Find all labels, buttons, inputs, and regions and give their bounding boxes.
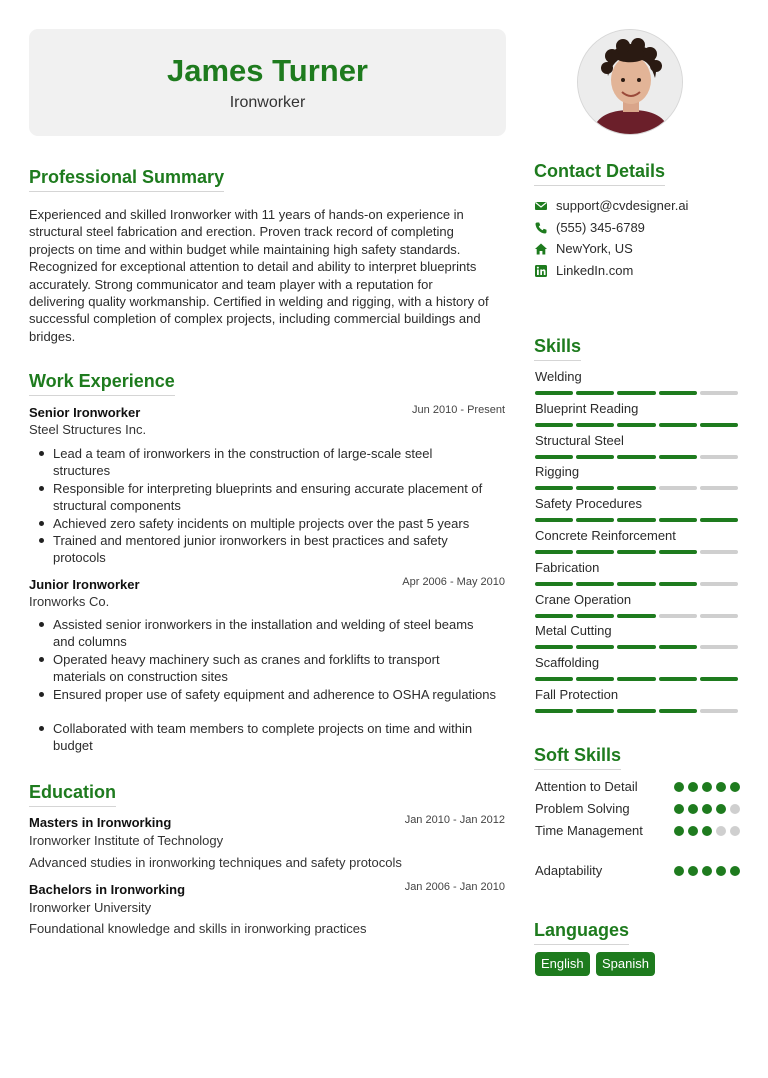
contact-phone-text: (555) 345-6789 bbox=[556, 220, 645, 235]
contact-linkedin-text: LinkedIn.com bbox=[556, 263, 634, 278]
summary-line: successful completion of complex projects, including commercial buildings and bbox=[29, 311, 481, 327]
soft-skill-rating bbox=[674, 804, 740, 814]
skill-level-segment bbox=[617, 423, 655, 427]
skill-name: Fall Protection bbox=[535, 687, 619, 702]
job-title: Junior Ironworker bbox=[29, 577, 140, 592]
rating-dot bbox=[702, 804, 712, 814]
list-item bbox=[29, 515, 507, 532]
skill-level-segment bbox=[617, 677, 655, 681]
education-date: Jan 2006 - Jan 2010 bbox=[404, 881, 505, 893]
soft-skill-rating bbox=[674, 826, 740, 836]
rating-dot bbox=[716, 866, 726, 876]
summary-line: bridges. bbox=[29, 328, 76, 344]
contact-linkedin[interactable] bbox=[534, 263, 633, 278]
skill-level-segment bbox=[576, 550, 614, 554]
language-badge-spanish: Spanish bbox=[596, 952, 655, 976]
profile-photo bbox=[578, 30, 683, 135]
skill-name: Blueprint Reading bbox=[535, 401, 639, 416]
skill-level-segment bbox=[700, 518, 738, 522]
skill-level-segment bbox=[576, 486, 614, 490]
skill-level-segment bbox=[576, 645, 614, 649]
job-company: Ironworks Co. bbox=[29, 594, 110, 609]
list-item bbox=[29, 686, 507, 703]
candidate-name: James Turner bbox=[166, 53, 368, 88]
degree-title: Bachelors in Ironworking bbox=[29, 882, 186, 897]
skill-level-segment bbox=[617, 582, 655, 586]
skill-level-segment bbox=[617, 645, 655, 649]
skill-level-bar bbox=[535, 709, 738, 713]
rating-dot bbox=[716, 826, 726, 836]
list-item bbox=[29, 651, 507, 686]
education-desc: Advanced studies in ironworking techniques and safety protocols bbox=[29, 855, 402, 870]
soft-skill-rating bbox=[674, 866, 740, 876]
soft-skill-name: Time Management bbox=[535, 823, 643, 838]
skill-level-segment bbox=[535, 423, 573, 427]
degree-title: Masters in Ironworking bbox=[29, 815, 172, 830]
header-box bbox=[29, 29, 506, 136]
skill-level-segment bbox=[700, 486, 738, 490]
section-title-summary: Professional Summary bbox=[29, 166, 224, 192]
skill-level-segment bbox=[535, 518, 573, 522]
skill-name: Crane Operation bbox=[535, 592, 632, 607]
skill-level-segment bbox=[535, 391, 573, 395]
skill-level-segment bbox=[659, 677, 697, 681]
bullet-line: structural components bbox=[53, 498, 181, 514]
bullet-line: Assisted senior ironworkers in the installation and welding of steel beams bbox=[53, 617, 474, 632]
skill-level-bar bbox=[535, 423, 738, 427]
bullet-line: protocols bbox=[53, 550, 106, 566]
rating-dot bbox=[730, 804, 740, 814]
skill-name: Scaffolding bbox=[535, 655, 600, 670]
bullet-line: Achieved zero safety incidents on multiple projects over the past 5 years bbox=[53, 515, 470, 531]
skill-level-segment bbox=[535, 486, 573, 490]
skill-name: Metal Cutting bbox=[535, 623, 612, 638]
skill-level-segment bbox=[659, 709, 697, 713]
skill-level-segment bbox=[659, 582, 697, 586]
skill-level-segment bbox=[617, 486, 655, 490]
section-title-education: Education bbox=[29, 781, 116, 807]
skill-level-segment bbox=[700, 423, 738, 427]
skill-level-segment bbox=[659, 550, 697, 554]
skill-level-segment bbox=[576, 391, 614, 395]
education-desc: Foundational knowledge and skills in ironworking practices bbox=[29, 921, 367, 936]
skill-level-segment bbox=[535, 550, 573, 554]
section-title-soft-skills: Soft Skills bbox=[534, 744, 621, 770]
job-date: Apr 2006 - May 2010 bbox=[402, 576, 505, 588]
avatar bbox=[577, 29, 683, 135]
phone-icon bbox=[534, 221, 548, 235]
bullet-line: materials on construction sites bbox=[53, 669, 228, 685]
skill-level-segment bbox=[700, 614, 738, 618]
contact-email[interactable] bbox=[534, 198, 688, 213]
education-date: Jan 2010 - Jan 2012 bbox=[404, 814, 505, 826]
skill-level-bar bbox=[535, 614, 738, 618]
skill-level-bar bbox=[535, 455, 738, 459]
summary-line: Recognized for exceptional attention to detail and ability to interpret blueprints bbox=[29, 259, 477, 275]
rating-dot bbox=[674, 826, 684, 836]
skill-level-segment bbox=[659, 614, 697, 618]
skill-level-segment bbox=[535, 709, 573, 713]
skill-name: Safety Procedures bbox=[535, 496, 642, 511]
skill-level-segment bbox=[700, 582, 738, 586]
skill-name: Concrete Reinforcement bbox=[535, 528, 676, 543]
rating-dot bbox=[674, 866, 684, 876]
skill-level-bar bbox=[535, 518, 738, 522]
skill-level-segment bbox=[576, 455, 614, 459]
rating-dot bbox=[730, 866, 740, 876]
skill-name: Rigging bbox=[535, 464, 580, 479]
bullet-line: and columns bbox=[53, 634, 127, 650]
skill-level-segment bbox=[659, 423, 697, 427]
skill-level-segment bbox=[700, 709, 738, 713]
skill-level-segment bbox=[659, 518, 697, 522]
rating-dot bbox=[702, 866, 712, 876]
skill-level-segment bbox=[576, 614, 614, 618]
summary-line: accurately. Strong communicator and team player with a reputation for bbox=[29, 276, 433, 292]
rating-dot bbox=[730, 826, 740, 836]
list-item bbox=[29, 720, 507, 755]
linkedin-icon bbox=[534, 264, 548, 278]
list-item bbox=[29, 445, 507, 480]
skill-level-segment bbox=[659, 455, 697, 459]
rating-dot bbox=[702, 826, 712, 836]
skill-level-segment bbox=[535, 582, 573, 586]
skill-level-segment bbox=[576, 518, 614, 522]
job-company: Steel Structures Inc. bbox=[29, 422, 147, 437]
skill-level-bar bbox=[535, 677, 738, 681]
skill-level-segment bbox=[617, 391, 655, 395]
skill-level-segment bbox=[576, 582, 614, 586]
bullet-line: Collaborated with team members to complete projects on time and within bbox=[53, 721, 473, 737]
bullet-line: Ensured proper use of safety equipment and adherence to OSHA regulations bbox=[53, 686, 497, 702]
school-name: Ironworker Institute of Technology bbox=[29, 833, 224, 848]
rating-dot bbox=[716, 804, 726, 814]
skill-level-bar bbox=[535, 645, 738, 649]
contact-location-text: NewYork, US bbox=[556, 241, 633, 256]
rating-dot bbox=[674, 782, 684, 792]
skill-level-segment bbox=[535, 455, 573, 459]
language-badge-english: English bbox=[535, 952, 590, 976]
skill-level-segment bbox=[700, 391, 738, 395]
summary-line: delivering quality workmanship. Certified in welding and rigging, with a history of bbox=[29, 294, 489, 310]
skill-name: Structural Steel bbox=[535, 433, 624, 448]
section-title-work: Work Experience bbox=[29, 370, 175, 396]
skill-level-segment bbox=[576, 423, 614, 427]
skill-level-segment bbox=[659, 391, 697, 395]
skill-level-segment bbox=[659, 645, 697, 649]
list-item bbox=[29, 532, 507, 567]
skill-name: Fabrication bbox=[535, 560, 600, 575]
soft-skill-name: Adaptability bbox=[535, 863, 603, 878]
bullet-line: Operated heavy machinery such as cranes and forklifts to transport bbox=[53, 651, 440, 667]
school-name: Ironworker University bbox=[29, 900, 152, 915]
envelope-icon bbox=[534, 199, 548, 213]
rating-dot bbox=[674, 804, 684, 814]
skill-level-segment bbox=[617, 709, 655, 713]
bullet-line: Lead a team of ironworkers in the construction of large-scale steel bbox=[53, 446, 433, 461]
rating-dot bbox=[688, 866, 698, 876]
summary-text bbox=[29, 206, 507, 345]
section-title-languages: Languages bbox=[534, 919, 629, 945]
list-item bbox=[29, 616, 507, 651]
rating-dot bbox=[688, 804, 698, 814]
skill-level-segment bbox=[617, 455, 655, 459]
section-title-contact: Contact Details bbox=[534, 160, 665, 186]
bullet-line: budget bbox=[53, 738, 93, 754]
rating-dot bbox=[716, 782, 726, 792]
skill-level-segment bbox=[535, 645, 573, 649]
skill-level-bar bbox=[535, 486, 738, 490]
contact-phone[interactable] bbox=[534, 220, 645, 235]
skill-level-bar bbox=[535, 550, 738, 554]
job-date: Jun 2010 - Present bbox=[412, 404, 505, 416]
skill-level-segment bbox=[700, 677, 738, 681]
skill-level-segment bbox=[535, 677, 573, 681]
skill-name: Welding bbox=[535, 369, 582, 384]
job-title: Senior Ironworker bbox=[29, 405, 141, 420]
bullet-line: Responsible for interpreting blueprints and ensuring accurate placement of bbox=[53, 480, 483, 496]
soft-skill-rating bbox=[674, 782, 740, 792]
job-bullets bbox=[29, 445, 507, 567]
bullet-line: Trained and mentored junior ironworkers in best practices and safety bbox=[53, 533, 448, 549]
skill-level-bar bbox=[535, 391, 738, 395]
skill-level-segment bbox=[700, 455, 738, 459]
skill-level-segment bbox=[576, 709, 614, 713]
candidate-role: Ironworker bbox=[229, 94, 306, 111]
summary-line: structural steel fabrication and erection. Proven track record of completing bbox=[29, 224, 454, 240]
skill-level-segment bbox=[617, 518, 655, 522]
skill-level-segment bbox=[617, 550, 655, 554]
skill-level-bar bbox=[535, 582, 738, 586]
rating-dot bbox=[730, 782, 740, 792]
skill-level-segment bbox=[700, 550, 738, 554]
soft-skill-name: Problem Solving bbox=[535, 801, 630, 816]
skill-level-segment bbox=[659, 486, 697, 490]
contact-email-text: support@cvdesigner.ai bbox=[556, 198, 689, 213]
home-icon bbox=[534, 242, 548, 256]
summary-line: Experienced and skilled Ironworker with 11 years of hands-on experience in bbox=[29, 207, 464, 222]
summary-line: projects on time and within budget while maintaining high safety standards. bbox=[29, 241, 461, 257]
skill-level-segment bbox=[700, 645, 738, 649]
contact-location bbox=[534, 241, 633, 256]
skill-level-segment bbox=[617, 614, 655, 618]
rating-dot bbox=[688, 826, 698, 836]
section-title-skills: Skills bbox=[534, 335, 581, 361]
rating-dot bbox=[702, 782, 712, 792]
list-item bbox=[29, 480, 507, 515]
skill-level-segment bbox=[535, 614, 573, 618]
job-bullets bbox=[29, 616, 507, 755]
rating-dot bbox=[688, 782, 698, 792]
bullet-line: structures bbox=[53, 463, 111, 479]
skill-level-segment bbox=[576, 677, 614, 681]
soft-skill-name: Attention to Detail bbox=[535, 779, 638, 794]
